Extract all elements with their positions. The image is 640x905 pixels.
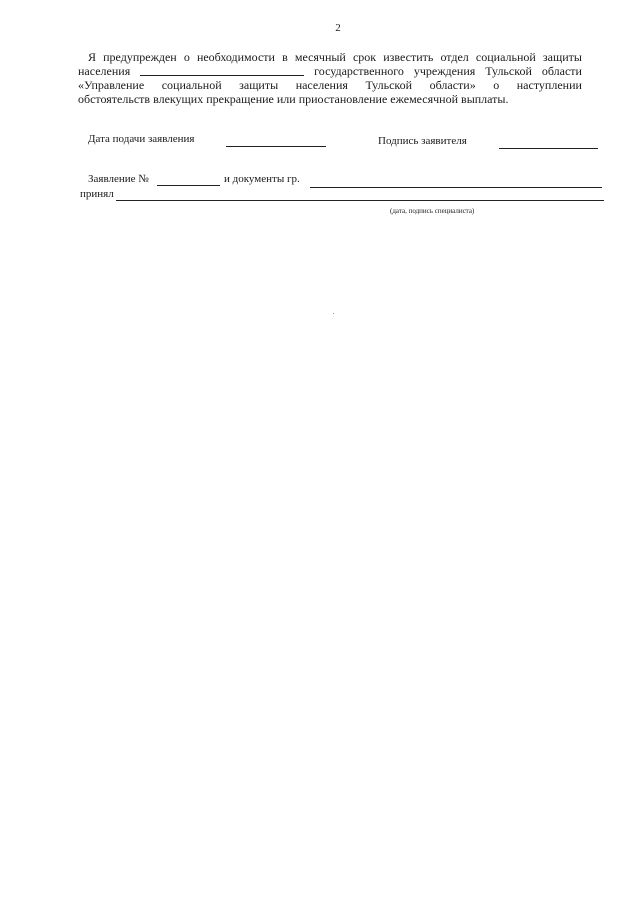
word: защиты [542, 50, 582, 64]
statement-number-label: Заявление № [88, 173, 149, 185]
word: защиты [239, 78, 279, 92]
page-number: 2 [335, 22, 341, 34]
documents-citizen-label: и документы гр. [224, 173, 300, 185]
word: необходимости [196, 50, 275, 64]
word: области [541, 64, 582, 78]
statement-number-field[interactable] [157, 185, 220, 186]
applicant-signature-label: Подпись заявителя [378, 135, 467, 147]
word: социальной [475, 50, 536, 64]
word: Тульской [365, 78, 413, 92]
word: учреждения [413, 64, 476, 78]
citizen-name-field[interactable] [310, 187, 602, 188]
accepted-by-label: принял [80, 188, 114, 200]
notice-paragraph [78, 50, 582, 106]
word: населения [78, 64, 131, 78]
word: месячный [294, 50, 346, 64]
word: государственного [314, 64, 404, 78]
word: срок [352, 50, 377, 64]
word: социальной [161, 78, 222, 92]
accepted-by-field[interactable] [116, 200, 604, 201]
word: о [493, 78, 500, 92]
notice-line-2 [78, 64, 582, 78]
scan-speck [333, 313, 334, 314]
institution-blank-field[interactable] [140, 64, 304, 76]
word: о [183, 50, 190, 64]
word: наступлении [516, 78, 582, 92]
notice-line-4 [78, 92, 582, 106]
word: «Управление [78, 78, 145, 92]
application-date-label: Дата подачи заявления [88, 133, 195, 145]
applicant-signature-field[interactable] [499, 148, 598, 149]
word: Тульской [485, 64, 532, 78]
notice-line-1 [78, 50, 582, 64]
word: отдел [440, 50, 469, 64]
specialist-caption: (дата, подпись специалиста) [390, 207, 475, 215]
word: населения [295, 78, 348, 92]
notice-line-3 [78, 78, 582, 92]
word: известить [383, 50, 434, 64]
word: предупрежден [103, 50, 177, 64]
word: в [282, 50, 288, 64]
application-date-field[interactable] [226, 146, 326, 147]
word: области» [429, 78, 476, 92]
word: обстоятельств влекущих прекращение или приостановление ежемесячной выплаты. [78, 92, 509, 106]
word: Я [88, 50, 97, 64]
